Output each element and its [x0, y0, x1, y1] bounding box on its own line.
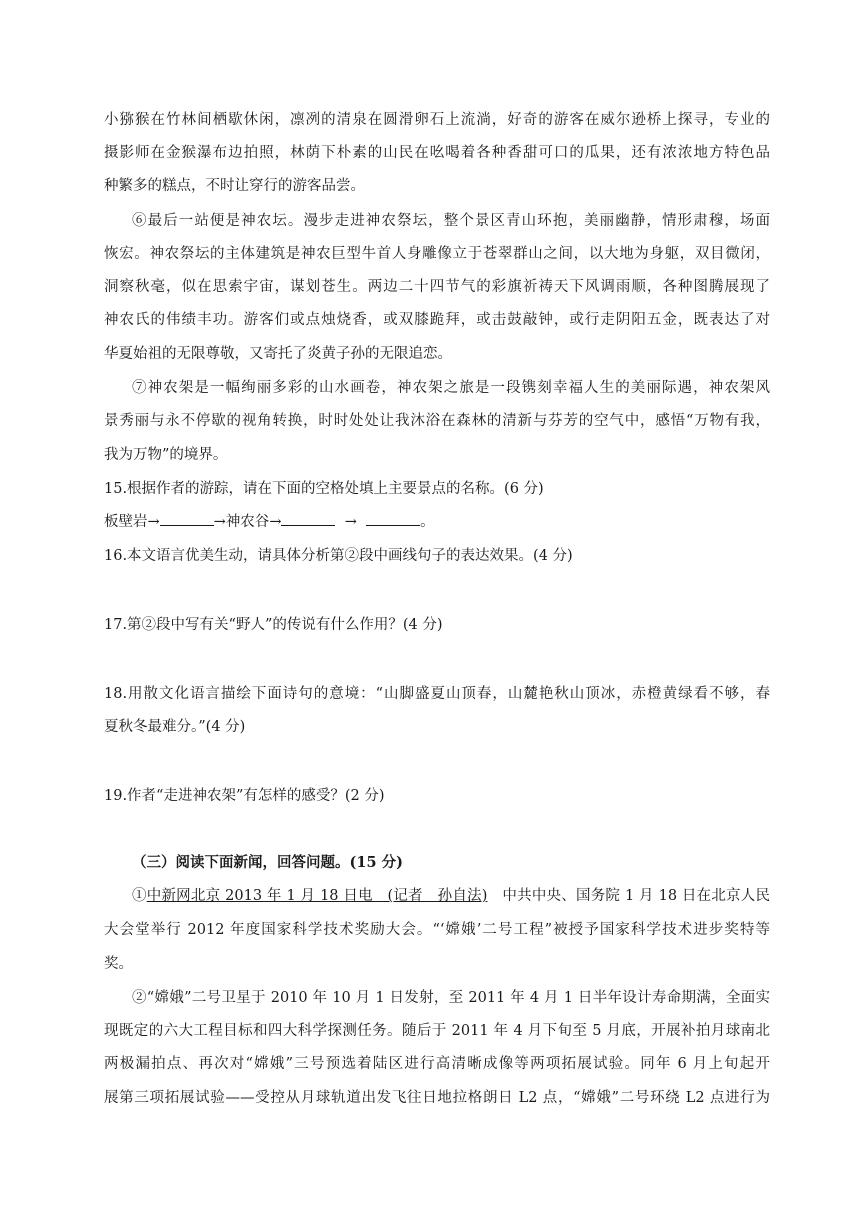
news-para-2-line-2: 现既定的六大工程目标和四大科学探测任务。随后于 2011 年 4 月下旬至 5 月底，开展补拍月球南北: [104, 1023, 770, 1039]
news-dateline: ①: [132, 888, 147, 904]
news-para-2-line-1: ②“嫦娥”二号卫星于 2010 年 10 月 1 日发射，至 2011 年 4 月 1 日半年设计寿命期满，全面实: [132, 990, 770, 1006]
question-18-line-1: 18.用散文化语言描绘下面诗句的意境：“山脚盛夏山顶春，山麓艳秋山顶冰，赤橙黄绿看不够，春: [104, 686, 770, 702]
para-5-line-3: 种繁多的糕点，不时让穿行的游客品尝。: [104, 178, 365, 194]
arrow-icon: →: [147, 514, 160, 530]
news-dateline-underlined: 中新网北京 2013 年 1 月 18 日电 (记者 孙自法): [146, 888, 488, 904]
question-15-answer-chain: [104, 512, 770, 532]
para-5-line-2: 摄影师在金猴瀑布边拍照，林荫下朴素的山民在吆喝着各种香甜可口的瓜果，还有浓浓地方特色品: [104, 145, 770, 161]
news-para-2-line-4: 展第三项拓展试验——受控从月球轨道出发飞往日地拉格朗日 L2 点，“嫦娥”二号环绕 L2 点进行为: [104, 1090, 770, 1106]
news-para-1-line-3: 奖。: [104, 956, 133, 972]
para-7-line-3: 我为万物”的境界。: [104, 447, 228, 463]
question-15: 15.根据作者的游踪，请在下面的空格处填上主要景点的名称。(6 分): [104, 481, 544, 497]
news-para-1-line-1: [132, 886, 770, 906]
para-7-line-2: 景秀丽与永不停歇的视角转换，时时处处让我沐浴在森林的清新与芬芳的空气中，感悟“万物有我，: [104, 413, 770, 429]
question-16: 16.本文语言优美生动，请具体分析第②段中画线句子的表达效果。(4 分): [104, 548, 573, 564]
question-17: 17.第②段中写有关“野人”的传说有什么作用？(4 分): [104, 617, 443, 633]
question-19: 19.作者“走进神农架”有怎样的感受？(2 分): [104, 788, 385, 804]
news-para-1-line-1-rest: 中共中央、国务院 1 月 18 日在北京人民: [487, 888, 770, 904]
para-7-line-1: ⑦神农架是一幅绚丽多彩的山水画卷，神农架之旅是一段镌刻幸福人生的美丽际遇，神农架风: [132, 380, 770, 396]
route-start: 板壁岩: [104, 514, 148, 530]
news-para-2-line-3: 两极漏拍点、再次对“嫦娥”三号预选着陆区进行高清晰成像等两项拓展试验。同年 6 月上旬起开: [104, 1056, 770, 1072]
route-mid: 神农谷: [225, 514, 270, 530]
para-6-line-5: 华夏始祖的无限尊敬，又寄托了炎黄子孙的无限追恋。: [104, 346, 452, 362]
para-6-line-3: 洞察秋毫，似在思索宇宙，谋划苍生。两边二十四节气的彩旗祈祷天下风调雨顺，各种图腾展现了: [104, 279, 770, 295]
answer-blank-1[interactable]: [160, 513, 214, 526]
news-para-1-line-2: 大会堂举行 2012 年度国家科学技术奖励大会。“‘嫦娥’二号工程”被授予国家科学技术进步奖特等: [104, 922, 770, 938]
para-6-line-4: 神农氏的伟绩丰功。游客们或点烛烧香，或双膝跪拜，或击鼓敲钟，或行走阴阳五金，既表达了对: [104, 312, 770, 328]
para-5-line-1: 小猕猴在竹林间栖歇休闲，凛冽的清泉在圆滑卵石上流淌，好奇的游客在威尔逊桥上探寻，专业的: [104, 112, 770, 128]
arrow-icon: →: [344, 514, 357, 530]
arrow-icon: →: [213, 514, 226, 530]
section-3-heading: （三）阅读下面新闻，回答问题。(15 分): [132, 854, 403, 871]
para-6-line-1: ⑥最后一站便是神农坛。漫步走进神农祭坛，整个景区青山环抱，美丽幽静，情形肃穆，场面: [132, 213, 770, 229]
para-6-line-2: 恢宏。神农祭坛的主体建筑是神农巨型牛首人身雕像立于苍翠群山之间，以大地为身躯，双目微闭，: [104, 246, 770, 262]
end-punct: 。: [420, 514, 435, 530]
arrow-icon: →: [269, 514, 282, 530]
question-18-line-2: 夏秋冬最难分。”(4 分): [104, 719, 246, 735]
answer-blank-3[interactable]: [366, 513, 420, 526]
answer-blank-2[interactable]: [281, 513, 335, 526]
